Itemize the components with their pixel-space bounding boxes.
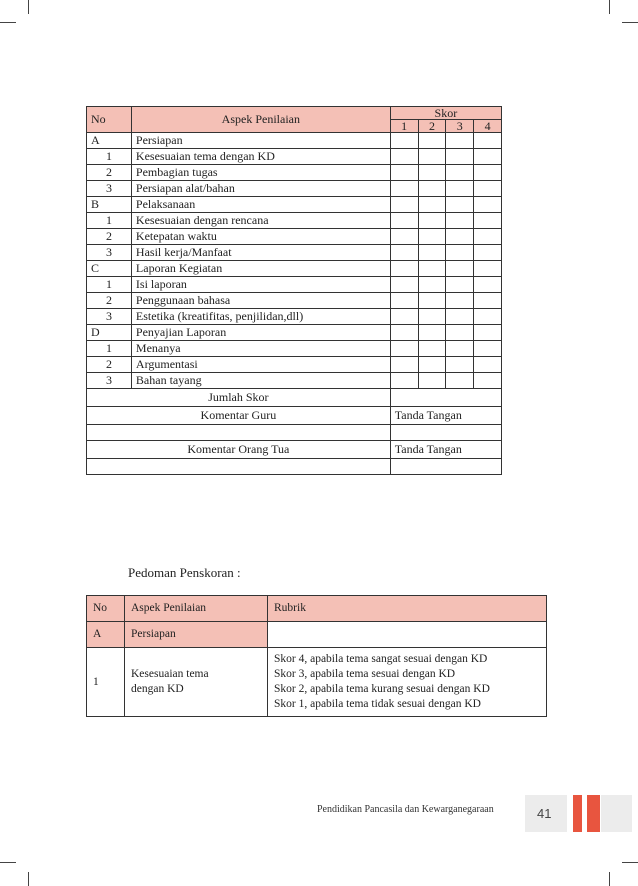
scoring-guide-table <box>86 595 547 717</box>
table-row <box>87 181 502 197</box>
tanda-tangan-box <box>390 459 501 475</box>
rubrik-line: Skor 3, apabila tema sesuai dengan KD <box>274 668 456 680</box>
section-label: Persiapan <box>125 622 268 648</box>
score-cell <box>446 373 474 389</box>
table-row <box>87 245 502 261</box>
komentar-guru-label: Komentar Guru <box>87 407 391 425</box>
score-cell <box>474 133 502 149</box>
score-cell <box>418 245 446 261</box>
komentar-ortu-row <box>87 441 502 459</box>
row-label: Kesesuaian tema dengan KD <box>131 149 390 165</box>
row-no: 1 <box>87 341 132 357</box>
komentar-ortu-space <box>87 459 502 475</box>
row-label: Laporan Kegiatan <box>131 261 390 277</box>
rubrik-line: Skor 1, apabila tema tidak sesuai dengan KD <box>274 698 481 710</box>
row-no: 2 <box>87 357 132 373</box>
score-cell <box>446 181 474 197</box>
crop-mark <box>28 872 29 886</box>
score-cell <box>446 309 474 325</box>
score-cell <box>446 325 474 341</box>
table-row <box>87 133 502 149</box>
score-cell <box>390 229 418 245</box>
score-cell <box>390 181 418 197</box>
score-cell <box>446 229 474 245</box>
score-cell <box>390 149 418 165</box>
score-cell <box>446 293 474 309</box>
komentar-guru-row <box>87 407 502 425</box>
skor-col-2: 2 <box>418 120 446 133</box>
row-no: 3 <box>87 181 132 197</box>
row-no: A <box>87 133 132 149</box>
score-cell <box>418 181 446 197</box>
book-title: Pendidikan Pancasila dan Kewarganegaraan <box>317 804 494 815</box>
score-cell <box>418 309 446 325</box>
score-cell <box>474 325 502 341</box>
score-cell <box>446 261 474 277</box>
table-row <box>87 229 502 245</box>
score-cell <box>418 357 446 373</box>
page-number: 41 <box>537 806 552 821</box>
score-cell <box>446 245 474 261</box>
crop-mark <box>0 862 16 863</box>
aspek-line: dengan KD <box>131 683 184 695</box>
section-row <box>87 622 547 648</box>
tanda-tangan-label: Tanda Tangan <box>390 441 501 459</box>
score-cell <box>390 277 418 293</box>
jumlah-skor-value <box>390 389 501 407</box>
footer-gray-block <box>601 795 632 832</box>
table-row <box>87 149 502 165</box>
row-label: Pelaksanaan <box>131 197 390 213</box>
row-no: D <box>87 325 132 341</box>
skor-col-4: 4 <box>474 120 502 133</box>
crop-mark <box>609 0 610 14</box>
table-row <box>87 213 502 229</box>
score-cell <box>418 197 446 213</box>
row-label: Persiapan <box>131 133 390 149</box>
row-no: 1 <box>87 648 125 717</box>
score-cell <box>474 373 502 389</box>
score-cell <box>418 229 446 245</box>
score-cell <box>474 213 502 229</box>
score-cell <box>446 341 474 357</box>
table-row <box>87 165 502 181</box>
table-row <box>87 197 502 213</box>
row-label: Isi laporan <box>131 277 390 293</box>
score-cell <box>446 197 474 213</box>
score-cell <box>390 325 418 341</box>
header-aspek: Aspek Penilaian <box>131 107 390 133</box>
crop-mark <box>28 0 29 14</box>
row-no: 2 <box>87 229 132 245</box>
score-cell <box>390 309 418 325</box>
score-cell <box>474 229 502 245</box>
table-row <box>87 309 502 325</box>
row-no: C <box>87 261 132 277</box>
section-no: A <box>87 622 125 648</box>
score-cell <box>446 277 474 293</box>
score-cell <box>446 213 474 229</box>
score-cell <box>390 213 418 229</box>
row-aspek <box>125 648 268 717</box>
table-row <box>87 293 502 309</box>
row-label: Ketepatan waktu <box>131 229 390 245</box>
score-cell <box>418 293 446 309</box>
row-no: 1 <box>87 213 132 229</box>
assessment-table <box>86 106 502 475</box>
row-label: Estetika (kreatifitas, penjilidan,dll) <box>131 309 390 325</box>
row-no: 1 <box>87 149 132 165</box>
crop-mark <box>622 862 638 863</box>
row-rubrik <box>268 648 547 717</box>
score-cell <box>418 149 446 165</box>
section-rubrik <box>268 622 547 648</box>
row-no: 2 <box>87 165 132 181</box>
accent-bar <box>587 795 600 832</box>
table-row <box>87 261 502 277</box>
score-cell <box>474 149 502 165</box>
header-aspek: Aspek Penilaian <box>125 596 268 622</box>
table-row <box>87 373 502 389</box>
score-cell <box>474 309 502 325</box>
jumlah-skor-row <box>87 389 502 407</box>
score-cell <box>474 357 502 373</box>
crop-mark <box>622 22 638 23</box>
row-no: 3 <box>87 245 132 261</box>
score-cell <box>418 341 446 357</box>
row-label: Penyajian Laporan <box>131 325 390 341</box>
score-cell <box>418 373 446 389</box>
score-cell <box>390 165 418 181</box>
row-no: 2 <box>87 293 132 309</box>
score-cell <box>390 261 418 277</box>
row-no: 3 <box>87 309 132 325</box>
assessment-rows <box>87 133 502 389</box>
score-cell <box>474 181 502 197</box>
aspek-line: Kesesuaian tema <box>131 668 209 680</box>
score-cell <box>390 133 418 149</box>
row-label: Argumentasi <box>131 357 390 373</box>
row-no: 1 <box>87 277 132 293</box>
table-header-row <box>87 107 502 120</box>
score-cell <box>418 165 446 181</box>
skor-col-3: 3 <box>446 120 474 133</box>
rubrik-line: Skor 4, apabila tema sangat sesuai dengan KD <box>274 653 488 665</box>
score-cell <box>474 277 502 293</box>
tanda-tangan-label: Tanda Tangan <box>390 407 501 425</box>
tanda-tangan-box <box>390 425 501 441</box>
score-cell <box>390 293 418 309</box>
komentar-guru-space <box>87 425 502 441</box>
score-cell <box>418 261 446 277</box>
score-cell <box>446 165 474 181</box>
score-cell <box>390 197 418 213</box>
table-row <box>87 277 502 293</box>
score-cell <box>446 133 474 149</box>
table-header-row <box>87 596 547 622</box>
table-row <box>87 341 502 357</box>
table-row <box>87 325 502 341</box>
crop-mark <box>0 22 16 23</box>
score-cell <box>446 357 474 373</box>
score-cell <box>418 213 446 229</box>
score-cell <box>474 293 502 309</box>
rubrik-line: Skor 2, apabila tema kurang sesuai dengan KD <box>274 683 490 695</box>
row-label: Persiapan alat/bahan <box>131 181 390 197</box>
score-cell <box>474 261 502 277</box>
komentar-ortu-box <box>87 459 391 475</box>
score-cell <box>390 373 418 389</box>
row-no: B <box>87 197 132 213</box>
score-cell <box>474 341 502 357</box>
score-cell <box>474 165 502 181</box>
header-rubrik: Rubrik <box>268 596 547 622</box>
table-row <box>87 648 547 717</box>
row-label: Menanya <box>131 341 390 357</box>
accent-bar <box>573 795 582 832</box>
score-cell <box>418 325 446 341</box>
crop-mark <box>609 872 610 886</box>
score-cell <box>390 245 418 261</box>
header-skor: Skor <box>390 107 501 120</box>
row-label: Hasil kerja/Manfaat <box>131 245 390 261</box>
table-row <box>87 357 502 373</box>
score-cell <box>474 197 502 213</box>
row-label: Pembagian tugas <box>131 165 390 181</box>
score-cell <box>474 245 502 261</box>
score-cell <box>418 133 446 149</box>
row-label: Penggunaan bahasa <box>131 293 390 309</box>
score-cell <box>446 149 474 165</box>
header-no: No <box>87 596 125 622</box>
score-cell <box>418 277 446 293</box>
jumlah-skor-label: Jumlah Skor <box>87 389 391 407</box>
score-cell <box>390 357 418 373</box>
pedoman-title: Pedoman Penskoran : <box>128 565 241 580</box>
row-no: 3 <box>87 373 132 389</box>
komentar-ortu-label: Komentar Orang Tua <box>87 441 391 459</box>
score-cell <box>390 341 418 357</box>
skor-col-1: 1 <box>390 120 418 133</box>
row-label: Bahan tayang <box>131 373 390 389</box>
row-label: Kesesuaian dengan rencana <box>131 213 390 229</box>
komentar-guru-box <box>87 425 391 441</box>
header-no: No <box>87 107 132 133</box>
